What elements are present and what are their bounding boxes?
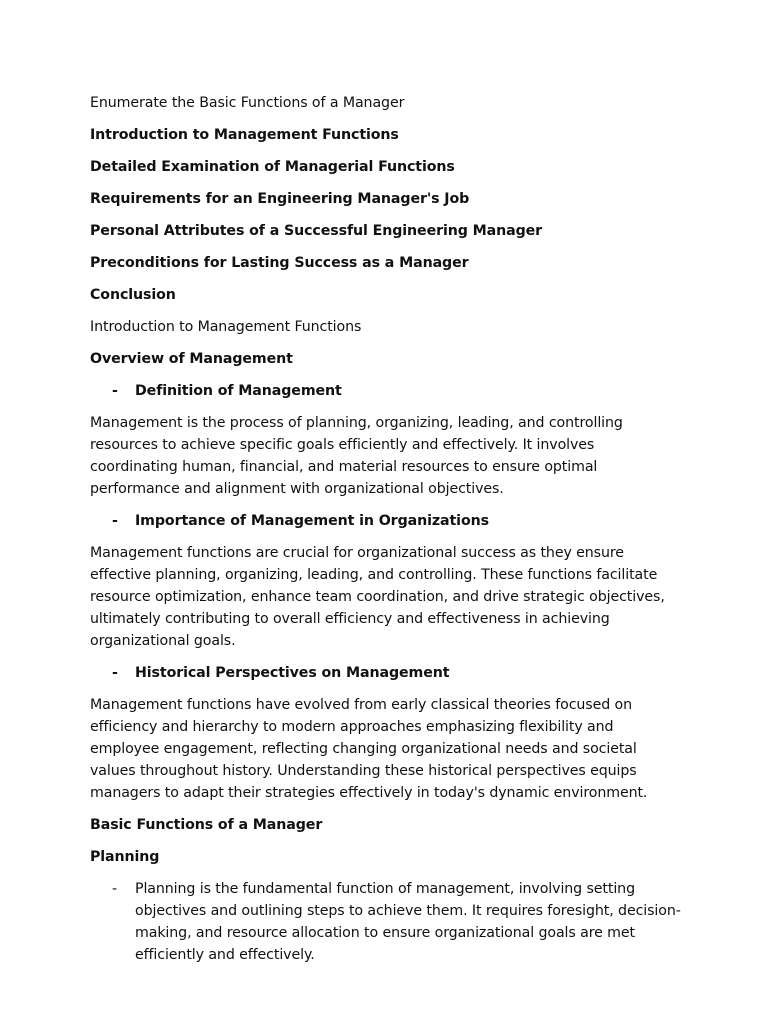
planning-heading: Planning <box>90 849 160 865</box>
basic-functions-heading: Basic Functions of a Manager <box>90 817 323 833</box>
body-paragraph: Management is the process of planning, organizing, leading, and controlling resources to achieve specific goals efficiently and effectively. It involves coordinating human, financial, and material resources to ensure optimal performance and alignment with organizational objectives. <box>90 415 623 497</box>
toc-item: Conclusion <box>90 287 176 303</box>
bullet-dash: - <box>112 881 118 897</box>
overview-heading: Overview of Management <box>90 351 293 367</box>
bullet-dash: - <box>112 383 118 399</box>
toc-item: Personal Attributes of a Successful Engineering Manager <box>90 223 543 239</box>
subheading-text: Definition of Management <box>135 383 342 399</box>
document-title: Enumerate the Basic Functions of a Manager <box>90 95 405 111</box>
subheading-bullet <box>90 510 685 532</box>
body-paragraph: Management functions are crucial for organizational success as they ensure effective planning, organizing, leading, and controlling. These functions facilitate resource optimization, enhance team coordination, and drive strategic objectives, ultimately contributing to overall efficiency and effectiveness in achieving organizational goals. <box>90 545 665 649</box>
body-paragraph: Management functions have evolved from early classical theories focused on efficiency and hierarchy to modern approaches emphasizing flexibility and employee engagement, reflecting changing organizational needs and societal values throughout history. Understanding these historical perspectives equips managers to adapt their strategies effectively in today's dynamic environment. <box>90 697 648 801</box>
toc-item: Detailed Examination of Managerial Functions <box>90 159 455 175</box>
bullet-dash: - <box>112 665 118 681</box>
planning-bullet-text: Planning is the fundamental function of management, involving setting objectives and outlining steps to achieve them. It requires foresight, decision-making, and resource allocation to ensure organizational goals are met efficiently and effectively. <box>135 881 681 963</box>
planning-bullet <box>90 878 685 966</box>
subheading-bullet <box>90 662 685 684</box>
toc-item: Introduction to Management Functions <box>90 127 399 143</box>
bullet-dash: - <box>112 513 118 529</box>
toc-item: Requirements for an Engineering Manager's Job <box>90 191 470 207</box>
subheading-text: Historical Perspectives on Management <box>135 665 450 681</box>
document-page <box>90 92 690 976</box>
section-title: Introduction to Management Functions <box>90 319 362 335</box>
toc-item: Preconditions for Lasting Success as a Manager <box>90 255 469 271</box>
subheading-text: Importance of Management in Organizations <box>135 513 489 529</box>
subheading-bullet <box>90 380 685 402</box>
